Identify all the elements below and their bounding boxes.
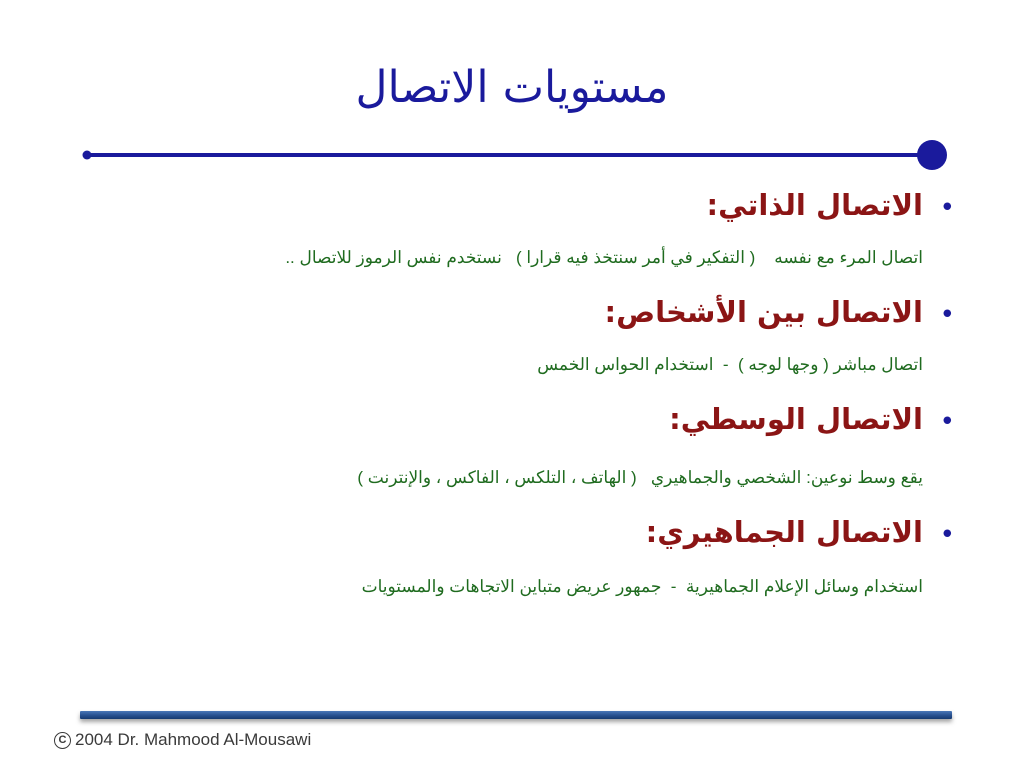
level-description: استخدام وسائل الإعلام الجماهيرية - جمهور عريض متباين الاتجاهات والمستويات [361,577,923,597]
level-description: يقع وسط نوعين: الشخصي والجماهيري ( الهاتف ، التلكس ، الفاكس ، والإنترنت ) [357,467,923,487]
level-heading-text: الاتصال الذاتي: [706,188,923,222]
bullet-icon: • [939,299,955,330]
copyright-text: 2004 Dr. Mahmood Al-Mousawi [75,730,312,749]
footer-bar [80,711,952,719]
bullet-icon: • [939,519,955,550]
bullet-icon: • [939,193,955,223]
copyright-notice [54,730,311,750]
bullet-icon: • [939,406,955,437]
divider-small-dot [83,151,92,160]
level-heading [70,402,955,437]
level-description: اتصال مباشر ( وجها لوجه ) - استخدام الحواس الخمس [537,354,923,374]
level-heading-text: الاتصال بين الأشخاص: [604,294,923,329]
title-divider [80,136,960,176]
slide-title: مستويات الاتصال [355,62,669,113]
level-heading-text: الاتصال الوسطي: [669,401,923,436]
copyright-icon: C [54,732,71,749]
level-description: اتصال المرء مع نفسه ( التفكير في أمر سنتخذ فيه قرارا ) نستخدم نفس الرموز للاتصال .. [285,247,923,267]
level-heading-text: الاتصال الجماهيري: [645,514,923,549]
level-heading [70,295,955,330]
divider-large-dot [917,140,947,170]
levels-list [70,188,955,599]
level-heading [70,515,955,550]
level-heading [70,188,955,223]
